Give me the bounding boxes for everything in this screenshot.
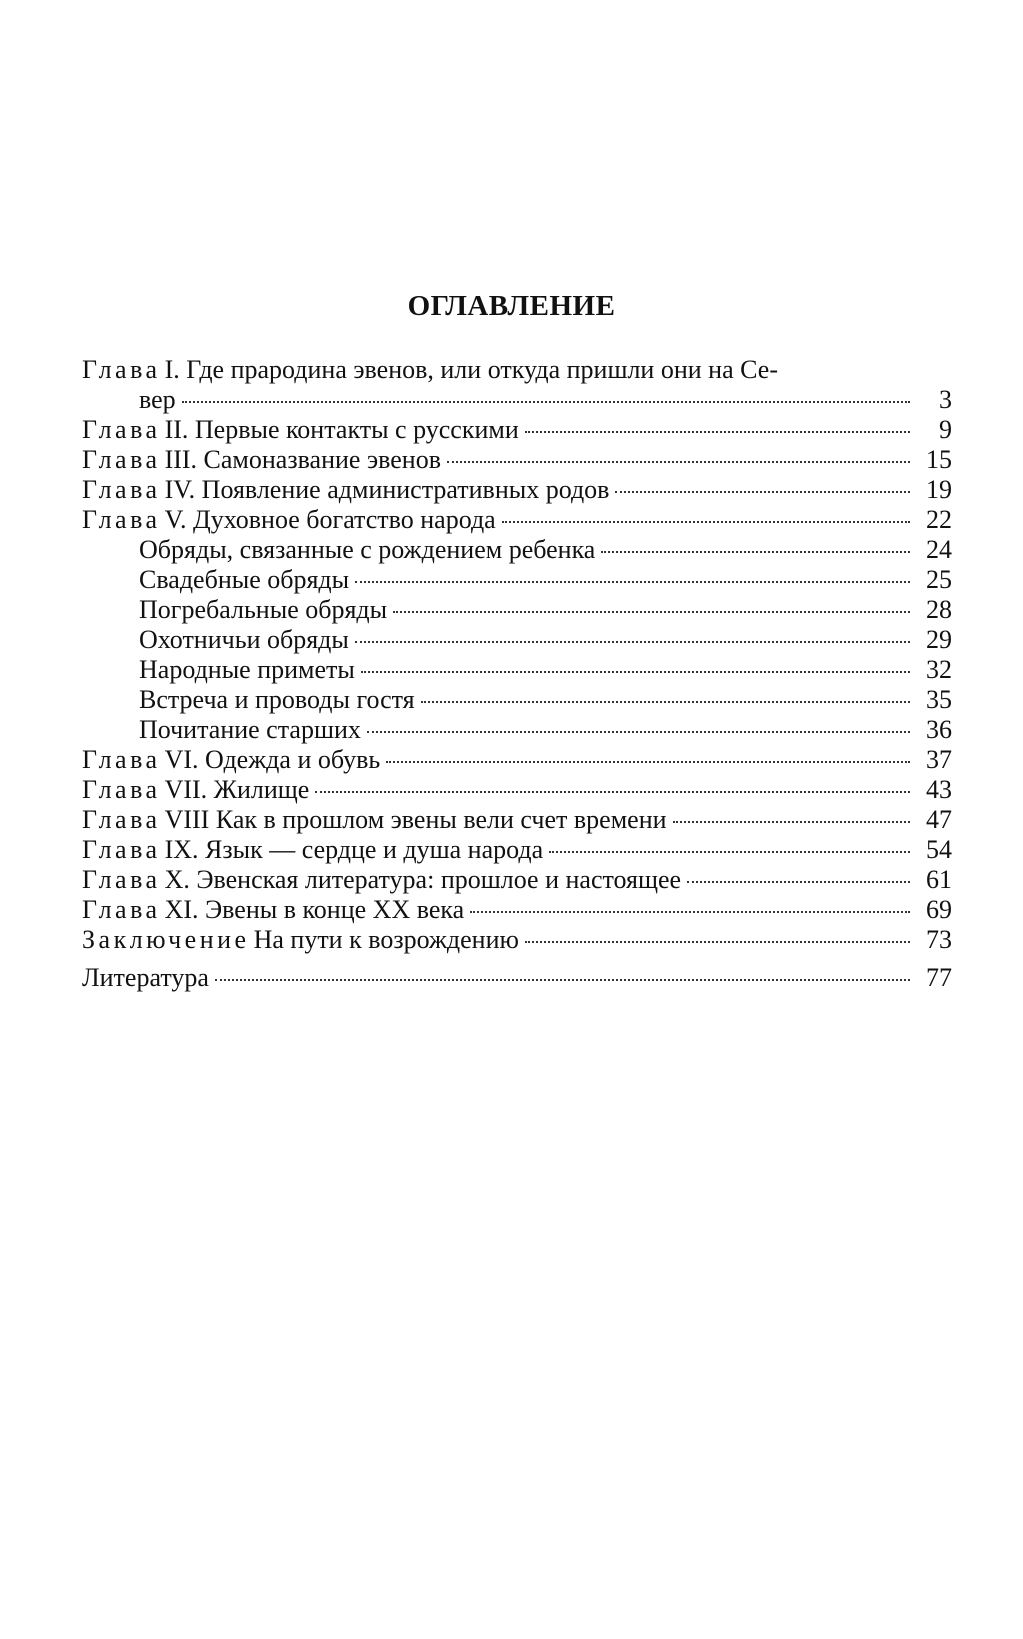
toc-entry-text: X. Эвенская литература: прошлое и настоящее xyxy=(164,865,682,894)
toc-page-number: 73 xyxy=(926,925,952,954)
toc-page-number: 77 xyxy=(926,963,952,992)
toc-entry-prefix: Глава xyxy=(82,805,161,834)
toc-page-number: 28 xyxy=(926,595,952,624)
toc-entry xyxy=(82,865,952,895)
toc-page-number: 54 xyxy=(926,835,952,864)
toc-entry xyxy=(82,835,952,865)
toc-entry-prefix: Глава xyxy=(82,475,161,504)
toc-page-number: 29 xyxy=(926,625,952,654)
dot-leader xyxy=(393,611,910,613)
dot-leader xyxy=(502,521,910,523)
dot-leader xyxy=(355,641,910,643)
toc-page-number: 43 xyxy=(926,775,952,804)
toc-entry-text: Охотничьи обряды xyxy=(139,625,349,654)
toc-entry-text: XI. Эвены в конце XX века xyxy=(164,895,465,924)
toc-entry xyxy=(82,775,952,805)
toc-entry xyxy=(82,475,952,505)
table-of-contents xyxy=(82,355,952,993)
toc-entry xyxy=(82,745,952,775)
dot-leader xyxy=(601,551,910,553)
toc-subentry xyxy=(82,715,952,745)
toc-entry-text: VIII Как в прошлом эвены вели счет времени xyxy=(164,805,667,834)
dot-leader xyxy=(182,401,910,403)
toc-entry xyxy=(82,505,952,535)
toc-entry-text: Встреча и проводы гостя xyxy=(139,685,415,714)
dot-leader xyxy=(315,791,910,793)
toc-entry-prefix: Глава xyxy=(82,835,161,864)
dot-leader xyxy=(447,461,910,463)
toc-entry-prefix: Заключение xyxy=(82,925,250,954)
dot-leader xyxy=(549,851,910,853)
toc-page-number: 35 xyxy=(926,685,952,714)
dot-leader xyxy=(615,491,910,493)
toc-entry-text: V. Духовное богатство народа xyxy=(164,505,496,534)
toc-subentry xyxy=(82,625,952,655)
toc-entry xyxy=(82,963,952,993)
dot-leader xyxy=(525,941,910,943)
toc-entry-text: Народные приметы xyxy=(139,655,355,684)
toc-page-number: 37 xyxy=(926,745,952,774)
toc-entry-first-line xyxy=(82,355,952,385)
dot-leader xyxy=(673,821,910,823)
dot-leader xyxy=(687,881,910,883)
toc-entry-prefix: Глава xyxy=(82,865,161,894)
toc-entry-prefix: Глава xyxy=(82,745,161,774)
dot-leader xyxy=(470,911,910,913)
toc-entry-prefix: Глава xyxy=(82,505,161,534)
toc-entry-text: II. Первые контакты с русскими xyxy=(164,415,519,444)
toc-entry-text: Почитание старших xyxy=(139,715,361,744)
toc-subentry xyxy=(82,685,952,715)
toc-entry-text: IV. Появление административных родов xyxy=(164,475,610,504)
toc-page-number: 22 xyxy=(926,505,952,534)
toc-page-number: 25 xyxy=(926,565,952,594)
toc-subentry xyxy=(82,595,952,625)
toc-entry-text: I. Где прародина эвенов, или откуда пришли они на Се- xyxy=(164,355,778,384)
toc-page-number: 15 xyxy=(926,445,952,474)
toc-page-number: 69 xyxy=(926,895,952,924)
toc-entry-prefix: Глава xyxy=(82,775,161,804)
toc-entry-prefix: Глава xyxy=(82,415,161,444)
toc-entry xyxy=(82,355,952,415)
toc-page-number: 32 xyxy=(926,655,952,684)
dot-leader xyxy=(421,701,910,703)
toc-entry-prefix: Глава xyxy=(82,445,161,474)
dot-leader xyxy=(215,979,910,981)
dot-leader xyxy=(355,581,910,583)
dot-leader xyxy=(361,671,910,673)
toc-entry xyxy=(82,805,952,835)
toc-entry xyxy=(82,415,952,445)
toc-page-number: 19 xyxy=(926,475,952,504)
toc-page-number: 9 xyxy=(939,415,952,444)
toc-entry-text: Свадебные обряды xyxy=(139,565,350,594)
toc-page-number: 3 xyxy=(939,385,952,414)
toc-entry xyxy=(82,895,952,925)
page-title: ОГЛАВЛЕНИЕ xyxy=(407,290,616,322)
toc-subentry xyxy=(82,535,952,565)
toc-entry-prefix: Глава xyxy=(82,895,161,924)
toc-entry-text: III. Самоназвание эвенов xyxy=(164,445,441,474)
toc-entry-text: Погребальные обряды xyxy=(139,595,388,624)
toc-entry-text: На пути к возрождению xyxy=(253,925,519,954)
toc-page-number: 47 xyxy=(926,805,952,834)
toc-entry xyxy=(82,445,952,475)
dot-leader xyxy=(386,761,910,763)
toc-entry-text: VI. Одежда и обувь xyxy=(164,745,381,774)
toc-entry-text: IX. Язык — сердце и душа народа xyxy=(164,835,544,864)
toc-entry xyxy=(82,925,952,955)
toc-subentry xyxy=(82,655,952,685)
toc-entry-text: Литература xyxy=(82,963,209,992)
toc-entry-text-continuation: вер xyxy=(139,385,176,414)
toc-page-number: 61 xyxy=(926,865,952,894)
toc-subentry xyxy=(82,565,952,595)
dot-leader xyxy=(367,731,910,733)
toc-entry-continuation xyxy=(82,385,952,415)
toc-entry-text: Обряды, связанные с рождением ребенка xyxy=(139,535,596,564)
toc-entry-prefix: Глава xyxy=(82,355,161,384)
toc-page-number: 36 xyxy=(926,715,952,744)
toc-page-number: 24 xyxy=(926,535,952,564)
dot-leader xyxy=(525,431,910,433)
toc-entry-text: VII. Жилище xyxy=(164,775,310,804)
